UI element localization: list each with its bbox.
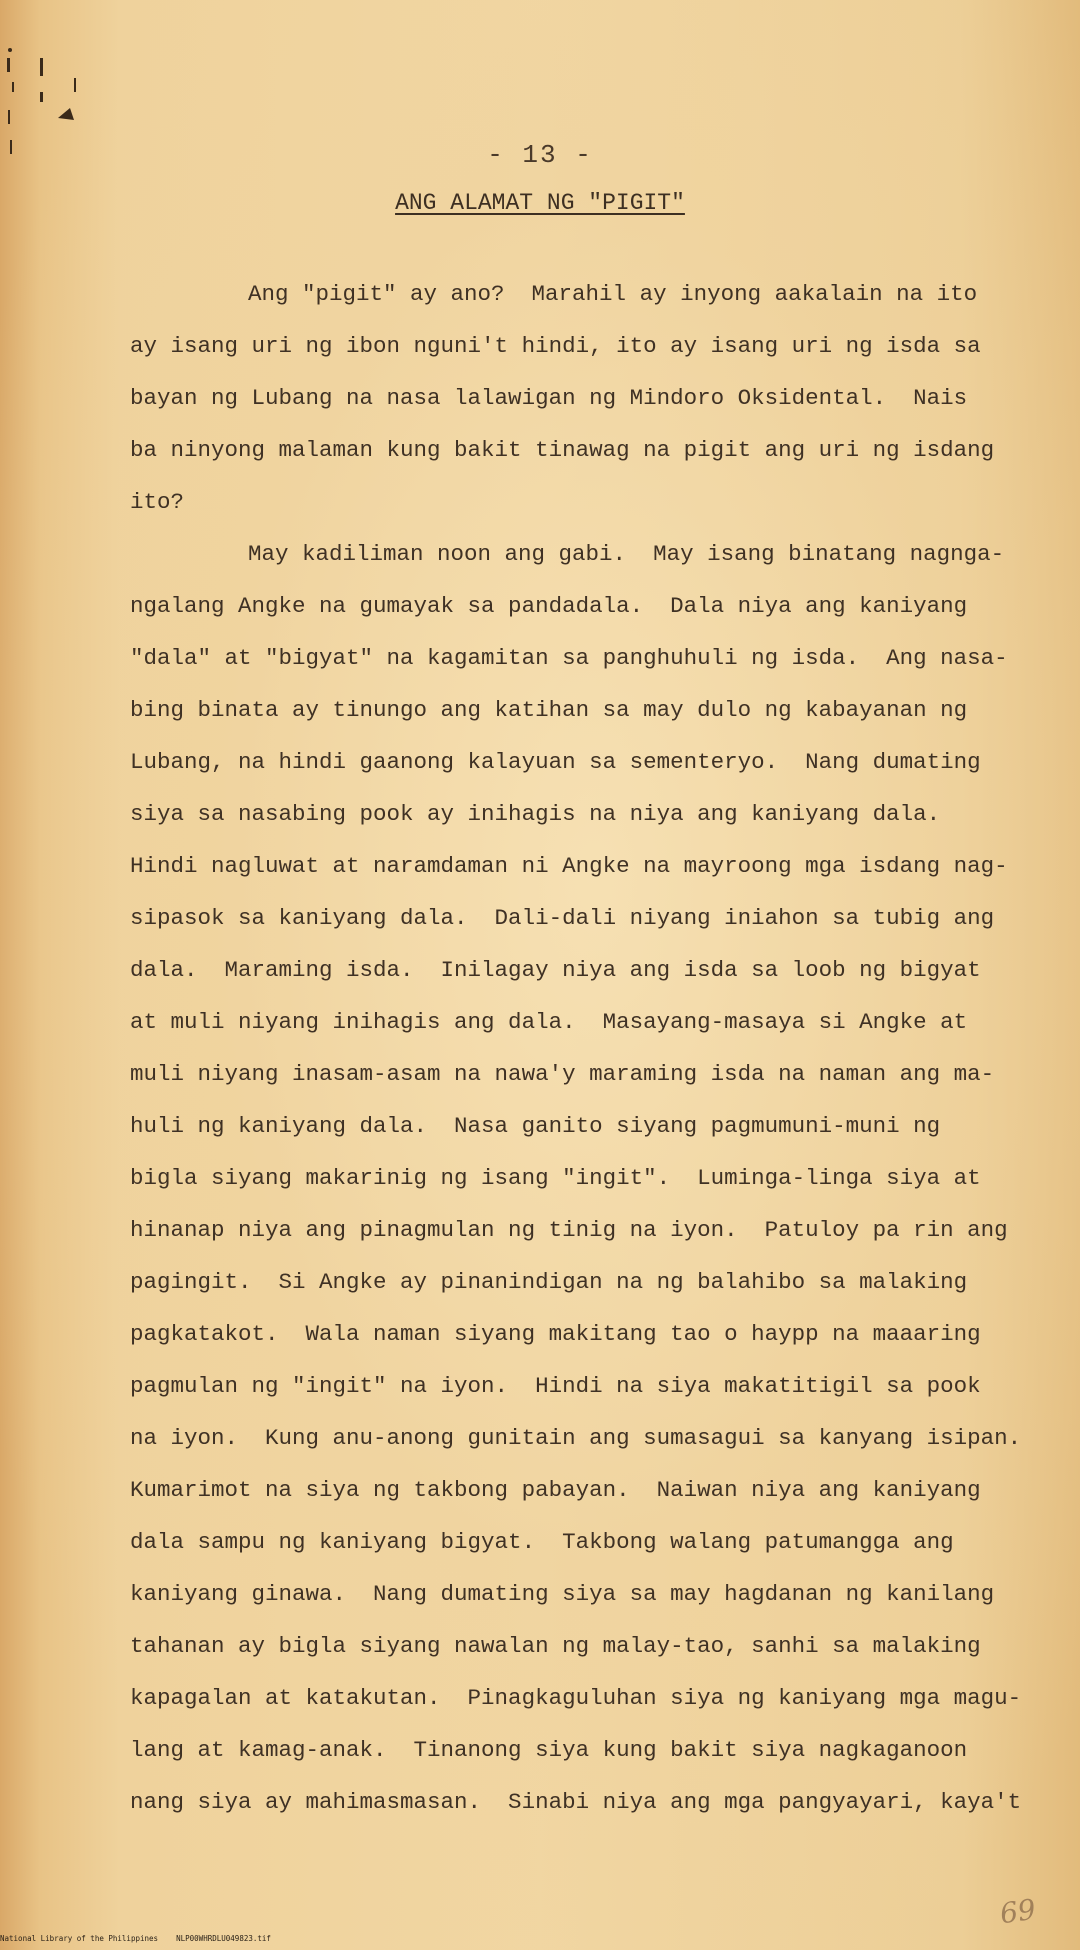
text-line: "dala" at "bigyat" na kagamitan sa panghuhuli ng isda. Ang nasa- bbox=[130, 645, 1008, 671]
text-line: na iyon. Kung anu-anong gunitain ang sumasagui sa kanyang isipan. bbox=[130, 1425, 1022, 1451]
text-line: Kumarimot na siya ng takbong pabayan. Naiwan niya ang kaniyang bbox=[130, 1477, 981, 1503]
text-line: ay isang uri ng ibon nguni't hindi, ito ay isang uri ng isda sa bbox=[130, 333, 981, 359]
text-line: hinanap niya ang pinagmulan ng tinig na iyon. Patuloy pa rin ang bbox=[130, 1217, 1008, 1243]
text-line: Hindi nagluwat at naramdaman ni Angke na mayroong mga isdang nag- bbox=[130, 853, 1008, 879]
text-line: huli ng kaniyang dala. Nasa ganito siyang pagmumuni-muni ng bbox=[130, 1113, 941, 1139]
text-line: dala sampu ng kaniyang bigyat. Takbong walang patumangga ang bbox=[130, 1529, 954, 1555]
title-text: ANG ALAMAT NG "PIGIT" bbox=[395, 190, 685, 216]
document-title bbox=[0, 190, 1080, 216]
text-line: Lubang, na hindi gaanong kalayuan sa sementeryo. Nang dumating bbox=[130, 749, 981, 775]
text-line: ito? bbox=[130, 489, 185, 515]
text-line: dala. Maraming isda. Inilagay niya ang isda sa loob ng bigyat bbox=[130, 957, 981, 983]
body-text bbox=[130, 268, 1022, 1828]
text-line: nang siya ay mahimasmasan. Sinabi niya ang mga pangyayari, kaya't bbox=[130, 1789, 1022, 1815]
archive-footer-stamp: National Library of the Philippines NLP00WHRDLU049823.tif bbox=[0, 1934, 271, 1943]
handwritten-page-mark: 69 bbox=[997, 1892, 1038, 1931]
text-line: bigla siyang makarinig ng isang "ingit". Luminga-linga siya at bbox=[130, 1165, 981, 1191]
text-line: pagingit. Si Angke ay pinanindigan na ng balahibo sa malaking bbox=[130, 1269, 968, 1295]
text-line: May kadiliman noon ang gabi. May isang binatang nagnga- bbox=[248, 541, 1005, 567]
text-line: lang at kamag-anak. Tinanong siya kung bakit siya nagkaganoon bbox=[130, 1737, 968, 1763]
text-line: tahanan ay bigla siyang nawalan ng malay-tao, sanhi sa malaking bbox=[130, 1633, 981, 1659]
text-line: bayan ng Lubang na nasa lalawigan ng Mindoro Oksidental. Nais bbox=[130, 385, 968, 411]
text-line: muli niyang inasam-asam na nawa'y maraming isda na naman ang ma- bbox=[130, 1061, 995, 1087]
text-line: ngalang Angke na gumayak sa pandadala. Dala niya ang kaniyang bbox=[130, 593, 968, 619]
text-line: kapagalan at katakutan. Pinagkaguluhan siya ng kaniyang mga magu- bbox=[130, 1685, 1022, 1711]
text-line: pagmulan ng "ingit" na iyon. Hindi na siya makatitigil sa pook bbox=[130, 1373, 981, 1399]
text-line: kaniyang ginawa. Nang dumating siya sa may hagdanan ng kanilang bbox=[130, 1581, 995, 1607]
text-line: siya sa nasabing pook ay inihagis na niya ang kaniyang dala. bbox=[130, 801, 941, 827]
text-line: sipasok sa kaniyang dala. Dali-dali niyang iniahon sa tubig ang bbox=[130, 905, 995, 931]
text-line: at muli niyang inihagis ang dala. Masayang-masaya si Angke at bbox=[130, 1009, 968, 1035]
text-line: Ang "pigit" ay ano? Marahil ay inyong aakalain na ito bbox=[248, 281, 978, 307]
text-line: pagkatakot. Wala naman siyang makitang tao o haypp na maaaring bbox=[130, 1321, 981, 1347]
text-line: ba ninyong malaman kung bakit tinawag na pigit ang uri ng isdang bbox=[130, 437, 995, 463]
page-number: - 13 - bbox=[487, 140, 593, 170]
text-line: bing binata ay tinungo ang katihan sa may dulo ng kabayanan ng bbox=[130, 697, 968, 723]
